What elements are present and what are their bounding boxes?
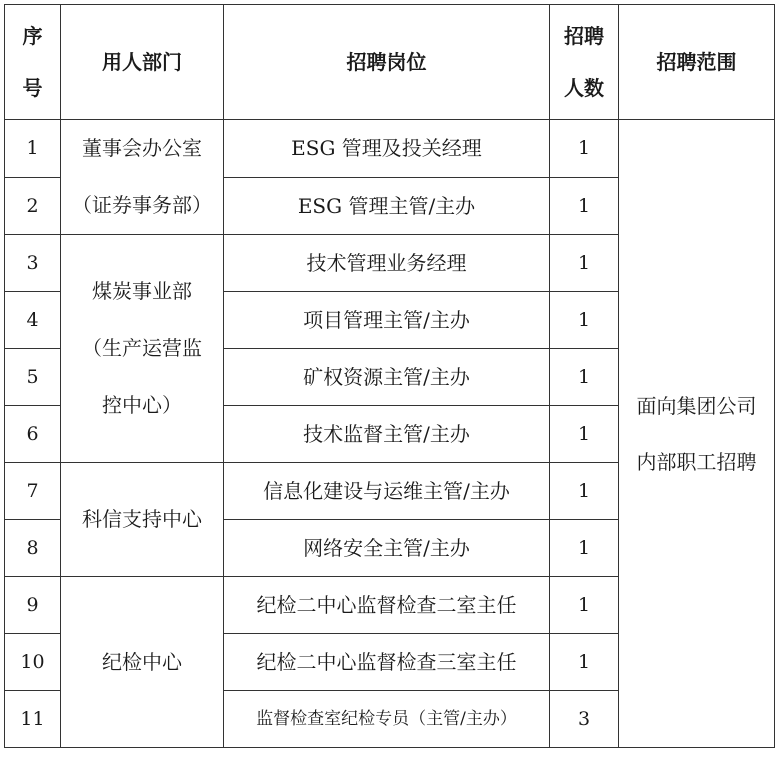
count-cell: 1 (550, 177, 619, 235)
position-cell: 项目管理主管/主办 (224, 292, 550, 349)
count-cell: 1 (550, 577, 619, 634)
department-cell: 董事会办公室 （证券事务部） (61, 120, 224, 235)
row-index: 3 (5, 235, 61, 292)
header-scope: 招聘范围 (619, 5, 775, 120)
header-row (5, 5, 775, 120)
count-cell: 1 (550, 120, 619, 178)
header-department: 用人部门 (61, 5, 224, 120)
count-cell: 1 (550, 520, 619, 577)
count-cell: 1 (550, 463, 619, 520)
count-cell: 3 (550, 691, 619, 748)
position-cell: ESG 管理及投关经理 (224, 120, 550, 178)
scope-cell: 面向集团公司 内部职工招聘 (619, 120, 775, 748)
row-index: 5 (5, 349, 61, 406)
recruitment-table (4, 4, 775, 748)
row-index: 2 (5, 177, 61, 235)
count-cell: 1 (550, 292, 619, 349)
row-index: 8 (5, 520, 61, 577)
row-index: 4 (5, 292, 61, 349)
position-cell: 网络安全主管/主办 (224, 520, 550, 577)
position-cell: 纪检二中心监督检查三室主任 (224, 634, 550, 691)
position-cell: 技术监督主管/主办 (224, 406, 550, 463)
row-index: 1 (5, 120, 61, 178)
recruitment-table-container (4, 4, 774, 748)
count-cell: 1 (550, 349, 619, 406)
department-cell: 纪检中心 (61, 577, 224, 748)
department-cell: 煤炭事业部 （生产运营监 控中心） (61, 235, 224, 463)
header-index: 序 号 (5, 5, 61, 120)
row-index: 7 (5, 463, 61, 520)
row-index: 11 (5, 691, 61, 748)
position-cell: 矿权资源主管/主办 (224, 349, 550, 406)
count-cell: 1 (550, 406, 619, 463)
department-cell: 科信支持中心 (61, 463, 224, 577)
row-index: 10 (5, 634, 61, 691)
position-cell: 纪检二中心监督检查二室主任 (224, 577, 550, 634)
position-cell: 监督检查室纪检专员（主管/主办） (224, 691, 550, 748)
count-cell: 1 (550, 634, 619, 691)
position-cell: 信息化建设与运维主管/主办 (224, 463, 550, 520)
position-cell: 技术管理业务经理 (224, 235, 550, 292)
position-cell: ESG 管理主管/主办 (224, 177, 550, 235)
header-count: 招聘 人数 (550, 5, 619, 120)
count-cell: 1 (550, 235, 619, 292)
row-index: 9 (5, 577, 61, 634)
table-row (5, 120, 775, 178)
header-position: 招聘岗位 (224, 5, 550, 120)
row-index: 6 (5, 406, 61, 463)
